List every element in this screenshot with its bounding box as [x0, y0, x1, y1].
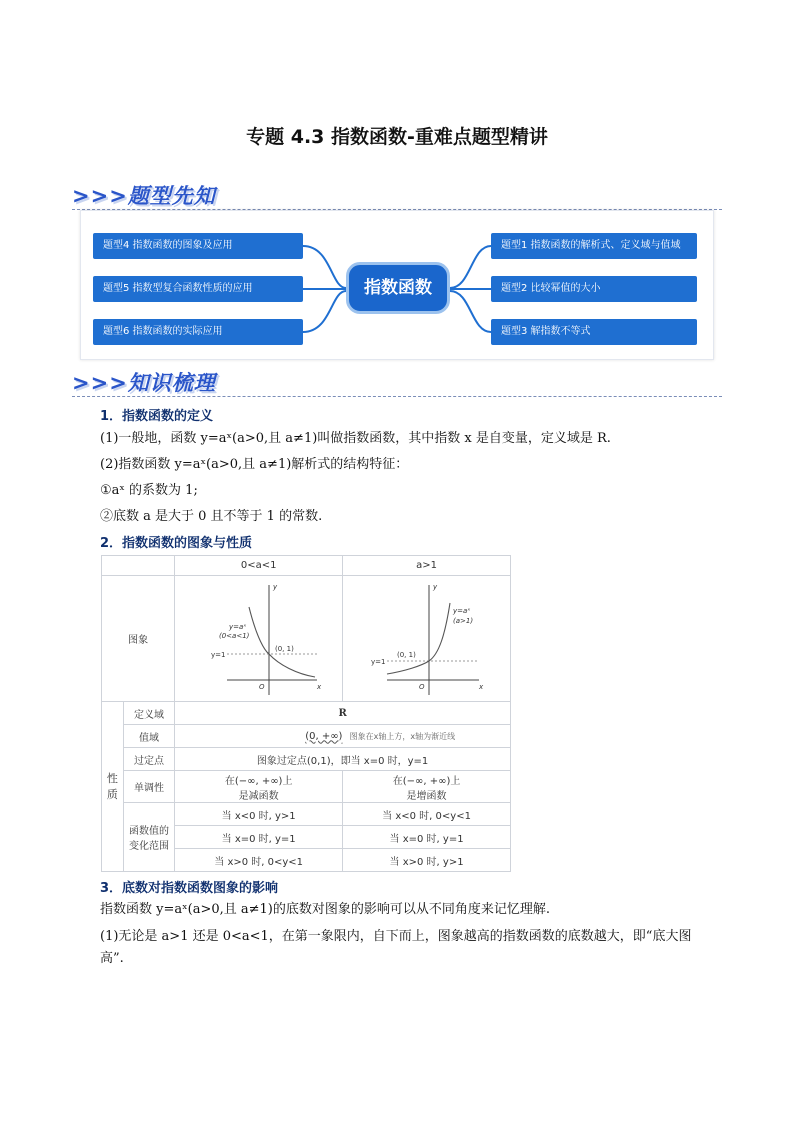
change-row2-left: 当 x=0 时, y=1	[175, 826, 343, 849]
mono-left-line2: 是减函数	[238, 790, 279, 802]
property-group-label	[102, 702, 124, 872]
y1-label: y=1	[210, 651, 226, 659]
topic-1: 题型1 指数函数的解析式、定义域与值域	[491, 233, 697, 259]
graph-right-cell	[343, 576, 511, 702]
connector-right-3	[450, 291, 491, 332]
change-row2-right: 当 x=0 时, y=1	[343, 826, 511, 849]
topic-2: 题型2 比较幂值的大小	[491, 276, 697, 302]
range-cell	[175, 725, 511, 748]
property-group-text: 性质	[106, 771, 118, 801]
change-row1-left: 当 x<0 时, y>1	[175, 803, 343, 826]
topic-5: 题型5 指数型复合函数性质的应用	[93, 276, 303, 302]
table-header-blank	[102, 556, 175, 576]
banner-preview-text: >>>题型先知	[72, 184, 216, 208]
change-label-line2: 变化范围	[129, 841, 170, 852]
mono-left	[175, 771, 343, 803]
mono-right	[343, 771, 511, 803]
change-row3-left: 当 x>0 时, 0<y<1	[175, 849, 343, 872]
section3-line-1: 指数函数 y=aˣ(a>0,且 a≠1)的底数对图象的影响可以从不同角度来记忆理解.	[100, 902, 550, 917]
domain-value: R	[175, 702, 511, 725]
change-label-line1: 函数值的	[129, 826, 170, 837]
x-axis-label: x	[316, 683, 321, 691]
section1-line-2: (2)指数函数 y=aˣ(a>0,且 a≠1)解析式的结构特征：	[100, 457, 409, 472]
point-row-label: 过定点	[123, 748, 174, 771]
section1-line-4: ②底数 a 是大于 0 且不等于 1 的常数.	[100, 509, 323, 524]
graph-row-label: 图象	[102, 576, 175, 702]
condition-label: (a>1)	[452, 617, 473, 625]
banner-preview	[72, 180, 722, 212]
section3-line-2: (1)无论是 a>1 还是 0<a<1，在第一象限内，自下而上，图象越高的指数函数的底数越大，即“底大图	[100, 929, 692, 944]
change-row3-right: 当 x>0 时, y>1	[343, 849, 511, 872]
section2-heading: 2．指数函数的图象与性质	[100, 536, 253, 551]
increasing-curve	[387, 603, 450, 674]
topic-6: 题型6 指数函数的实际应用	[93, 319, 303, 345]
banner-rule	[72, 396, 722, 397]
table-header-col1: 0<a<1	[175, 556, 343, 576]
y-axis-label: y	[272, 583, 277, 591]
range-note: 图象在x轴上方，x轴为渐近线	[349, 731, 456, 741]
mindmap-center: 指数函数	[346, 262, 450, 314]
section1-line-3: ①aˣ 的系数为 1;	[100, 483, 198, 498]
change-row1-right: 当 x<0 时, 0<y<1	[343, 803, 511, 826]
origin-label: O	[418, 683, 425, 691]
properties-table	[101, 555, 511, 872]
domain-label: 定义域	[123, 702, 174, 725]
table-header-col2: a>1	[343, 556, 511, 576]
decreasing-curve	[249, 607, 315, 677]
y-axis-label: y	[432, 583, 437, 591]
section1-line-1: (1)一般地，函数 y=aˣ(a>0,且 a≠1)叫做指数函数，其中指数 x 是自变量，定义域是 R.	[100, 431, 611, 446]
point-label: (0, 1)	[396, 651, 416, 659]
point-label: (0, 1)	[274, 645, 294, 653]
mono-right-line1: 在(−∞, +∞)上	[392, 775, 461, 787]
section3-line-3: 高”.	[100, 951, 124, 966]
graph-decreasing	[179, 577, 339, 697]
banner-knowledge-text: >>>知识梳理	[72, 371, 216, 395]
mono-right-line2: 是增函数	[406, 790, 447, 802]
section1-heading: 1．指数函数的定义	[100, 409, 214, 424]
mono-label: 单调性	[123, 771, 174, 803]
x-axis-label: x	[478, 683, 483, 691]
connector-left-3	[303, 291, 346, 332]
mono-left-line1: 在(−∞, +∞)上	[224, 775, 293, 787]
mindmap	[80, 210, 714, 360]
range-label: 值域	[123, 725, 174, 748]
range-value: (0, +∞)	[305, 730, 343, 742]
equation-label: y=aˣ	[228, 623, 247, 631]
connector-right-1	[450, 246, 491, 288]
point-row-value: 图象过定点(0,1)，即当 x=0 时，y=1	[175, 748, 511, 771]
y1-label: y=1	[370, 658, 386, 666]
page-title: 专题 4.3 指数函数-重难点题型精讲	[246, 126, 548, 148]
condition-label: (0<a<1)	[218, 632, 250, 640]
change-label	[123, 803, 174, 872]
banner-knowledge	[72, 367, 722, 399]
equation-label: y=aˣ	[452, 607, 470, 615]
topic-4: 题型4 指数函数的图象及应用	[93, 233, 303, 259]
connector-left-1	[303, 246, 346, 288]
graph-increasing	[347, 577, 507, 697]
graph-left-cell	[175, 576, 343, 702]
topic-3: 题型3 解指数不等式	[491, 319, 697, 345]
section3-heading: 3．底数对指数函数图象的影响	[100, 881, 279, 896]
origin-label: O	[258, 683, 265, 691]
